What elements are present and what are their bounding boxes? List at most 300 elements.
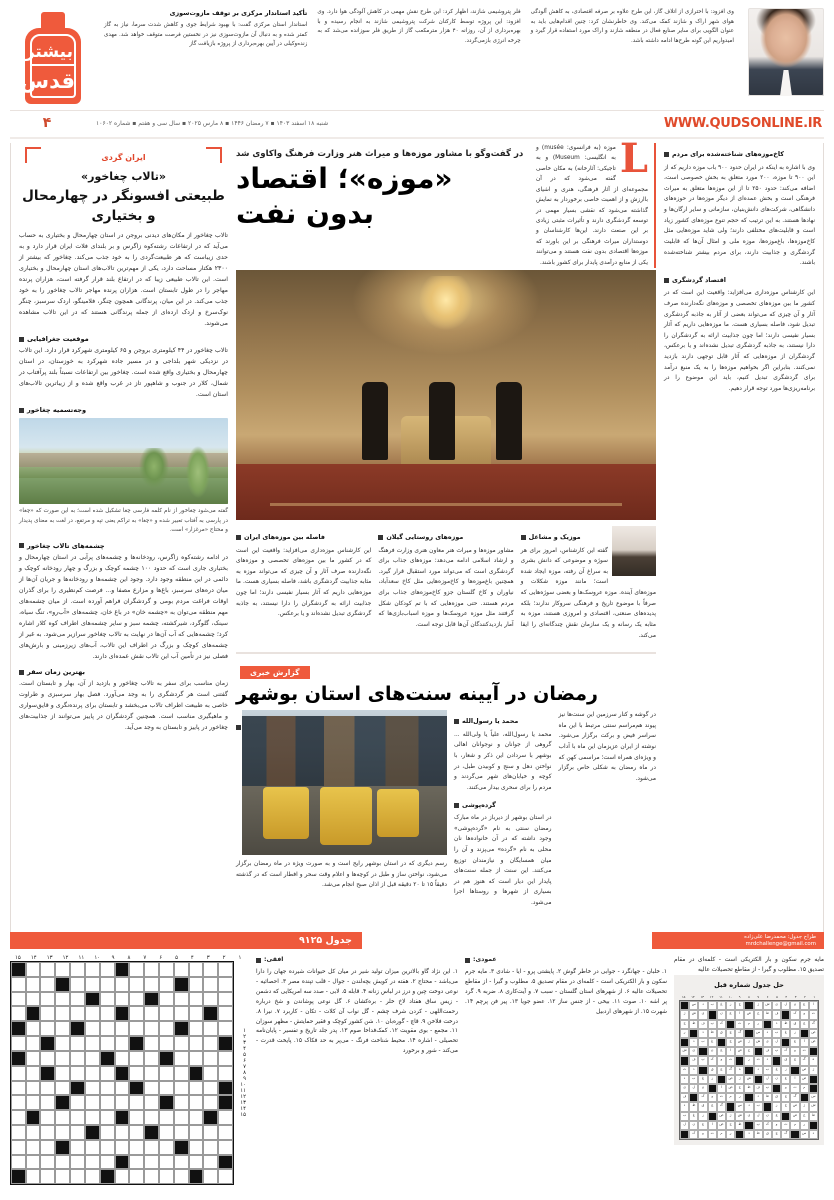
crossword-cell[interactable] bbox=[70, 1036, 85, 1051]
headline-row bbox=[236, 135, 656, 268]
crossword-cell[interactable] bbox=[218, 1155, 233, 1170]
crossword-cell[interactable] bbox=[85, 1006, 100, 1021]
crossword-cell[interactable] bbox=[189, 1140, 204, 1155]
crossword-cell[interactable] bbox=[218, 1169, 233, 1184]
crossword-cell[interactable] bbox=[129, 1155, 144, 1170]
solution-cell bbox=[744, 1093, 753, 1102]
solution-cell: ط bbox=[689, 1020, 698, 1029]
crossword-cell[interactable] bbox=[159, 1006, 174, 1021]
report-body-2: محمد یا رسول‌الله، علیاً یا ولی‌الله ... گروهی از جوانان و نوجوانان اهالی بوشهر با سردادن این ذکر و شعار، با نواختن دهل و سنج و کوبیدن طبل، در کوچه و خیابان‌های شهر می‌گردند و مردم را برای سحری بیدار می‌کنند. bbox=[454, 731, 552, 791]
solution-cell: ک bbox=[717, 1020, 726, 1029]
crossword-cell[interactable] bbox=[26, 1140, 41, 1155]
crossword-cell[interactable] bbox=[115, 1021, 130, 1036]
crossword-cell[interactable] bbox=[189, 1095, 204, 1110]
crossword-cell[interactable] bbox=[203, 962, 218, 977]
crossword-cell[interactable] bbox=[174, 1051, 189, 1066]
solution-col-number: ۱ bbox=[813, 994, 816, 999]
crossword-cell[interactable] bbox=[26, 962, 41, 977]
crossword-cell[interactable] bbox=[115, 1155, 130, 1170]
solution-cell: ع bbox=[790, 1038, 799, 1047]
crossword-cell[interactable] bbox=[55, 1095, 70, 1110]
crossword-cell[interactable] bbox=[55, 1051, 70, 1066]
crossword-cell[interactable] bbox=[129, 1125, 144, 1140]
crossword-cell[interactable] bbox=[70, 1021, 85, 1036]
crossword-cell[interactable] bbox=[85, 1081, 100, 1096]
crossword-cell[interactable] bbox=[40, 1081, 55, 1096]
crossword-cell[interactable] bbox=[159, 977, 174, 992]
solution-cell: ل bbox=[754, 1112, 763, 1121]
crossword-cell[interactable] bbox=[40, 1036, 55, 1051]
crossword-cell[interactable] bbox=[203, 1110, 218, 1125]
crossword-cell[interactable] bbox=[26, 1021, 41, 1036]
solution-cell: ک bbox=[781, 1047, 790, 1056]
crossword-cell[interactable] bbox=[70, 1095, 85, 1110]
crossword-cell[interactable] bbox=[70, 1051, 85, 1066]
solution-cell: ض bbox=[744, 1010, 753, 1019]
solution-cell: ت bbox=[708, 1130, 717, 1139]
guard-figure bbox=[496, 382, 522, 460]
crossword-cell[interactable] bbox=[70, 1006, 85, 1021]
crossword-cell[interactable] bbox=[174, 962, 189, 977]
solution-cell bbox=[781, 1010, 790, 1019]
crossword-cell[interactable] bbox=[218, 1081, 233, 1096]
solution-col-number: ۱۵ bbox=[681, 994, 686, 999]
crossword-cell[interactable] bbox=[129, 977, 144, 992]
crossword-cell[interactable] bbox=[189, 1021, 204, 1036]
crossword-cell[interactable] bbox=[218, 1110, 233, 1125]
crossword-cell[interactable] bbox=[85, 977, 100, 992]
solution-cell: ع bbox=[772, 1112, 781, 1121]
crossword-cell[interactable] bbox=[159, 1036, 174, 1051]
crossword-cell[interactable] bbox=[203, 1021, 218, 1036]
crossword-cell[interactable] bbox=[115, 1066, 130, 1081]
crossword-grid[interactable] bbox=[10, 961, 234, 1185]
crossword-cell[interactable] bbox=[144, 1140, 159, 1155]
crossword-cell[interactable] bbox=[40, 1066, 55, 1081]
crossword-cell[interactable] bbox=[189, 1125, 204, 1140]
crossword-cell[interactable] bbox=[174, 1125, 189, 1140]
crossword-cell[interactable] bbox=[70, 962, 85, 977]
crossword-cell[interactable] bbox=[26, 1066, 41, 1081]
sidebar-heading-springs bbox=[19, 542, 228, 550]
crossword-cell[interactable] bbox=[100, 1125, 115, 1140]
crossword-cell[interactable] bbox=[40, 1169, 55, 1184]
crossword-cell[interactable] bbox=[115, 1140, 130, 1155]
crossword-cell[interactable] bbox=[26, 1155, 41, 1170]
crossword-cell[interactable] bbox=[55, 962, 70, 977]
crossword-cell[interactable] bbox=[174, 1036, 189, 1051]
crossword-cell[interactable] bbox=[85, 1110, 100, 1125]
crossword-cell[interactable] bbox=[203, 992, 218, 1007]
crossword-cell[interactable] bbox=[11, 1155, 26, 1170]
crossword-cell[interactable] bbox=[189, 1006, 204, 1021]
crossword-cell[interactable] bbox=[203, 977, 218, 992]
crossword-cell[interactable] bbox=[11, 1095, 26, 1110]
crossword-cell[interactable] bbox=[218, 1021, 233, 1036]
crossword-cell[interactable] bbox=[70, 992, 85, 1007]
solution-cell: ا bbox=[790, 1075, 799, 1084]
crossword-cell[interactable] bbox=[40, 977, 55, 992]
solution-cell: ح bbox=[754, 1010, 763, 1019]
crossword-cell[interactable] bbox=[26, 1125, 41, 1140]
crossword-cell[interactable] bbox=[55, 1006, 70, 1021]
crossword-cell[interactable] bbox=[129, 1169, 144, 1184]
sidebar-intro bbox=[19, 230, 228, 329]
crossword-cell[interactable] bbox=[203, 1066, 218, 1081]
crossword-cell[interactable] bbox=[26, 1169, 41, 1184]
crossword-cell[interactable] bbox=[159, 1021, 174, 1036]
report-column-1 bbox=[236, 710, 447, 911]
solution-cell bbox=[717, 1038, 726, 1047]
crossword-cell[interactable] bbox=[26, 1095, 41, 1110]
crossword-cell[interactable] bbox=[55, 1140, 70, 1155]
solution-cell: ف bbox=[772, 1010, 781, 1019]
crossword-cell[interactable] bbox=[100, 1169, 115, 1184]
crossword-cell[interactable] bbox=[129, 1006, 144, 1021]
crossword-cell[interactable] bbox=[26, 1036, 41, 1051]
solution-cell bbox=[735, 1130, 744, 1139]
crossword-cell[interactable] bbox=[174, 977, 189, 992]
crossword-cell[interactable] bbox=[26, 1051, 41, 1066]
solution-cell: گ bbox=[809, 1020, 818, 1029]
crossword-cell[interactable] bbox=[159, 992, 174, 1007]
crossword-cell[interactable] bbox=[11, 1140, 26, 1155]
crossword-cell[interactable] bbox=[189, 977, 204, 992]
crossword-cell[interactable] bbox=[144, 1169, 159, 1184]
crossword-cell[interactable] bbox=[144, 1095, 159, 1110]
crossword-cell[interactable] bbox=[218, 1125, 233, 1140]
report-column-3 bbox=[559, 710, 657, 911]
crossword-cell[interactable] bbox=[70, 1155, 85, 1170]
crossword-cell[interactable] bbox=[129, 1021, 144, 1036]
solution-cell: چ bbox=[717, 1066, 726, 1075]
crossword-cell[interactable] bbox=[11, 1110, 26, 1125]
crossword-cell[interactable] bbox=[85, 1125, 100, 1140]
solution-cell: غ bbox=[708, 1038, 717, 1047]
crossword-cell[interactable] bbox=[40, 1051, 55, 1066]
crossword-cell[interactable] bbox=[144, 992, 159, 1007]
crossword-cell[interactable] bbox=[174, 1140, 189, 1155]
crossword-cell[interactable] bbox=[144, 962, 159, 977]
crossword-cell[interactable] bbox=[70, 1066, 85, 1081]
crossword-cell[interactable] bbox=[40, 1140, 55, 1155]
crossword-cell[interactable] bbox=[115, 1125, 130, 1140]
crossword-cell[interactable] bbox=[129, 962, 144, 977]
crossword-cell[interactable] bbox=[26, 1081, 41, 1096]
crossword-cell[interactable] bbox=[100, 1081, 115, 1096]
crossword-cell[interactable] bbox=[70, 977, 85, 992]
crossword-cell[interactable] bbox=[144, 1125, 159, 1140]
solution-cell: ص bbox=[809, 1029, 818, 1038]
crossword-cell[interactable] bbox=[144, 1155, 159, 1170]
crossword-cell[interactable] bbox=[26, 1110, 41, 1125]
crossword-cell[interactable] bbox=[174, 1095, 189, 1110]
crossword-cell[interactable] bbox=[159, 1140, 174, 1155]
crossword-cell[interactable] bbox=[203, 1140, 218, 1155]
col-number: ۱۵ bbox=[15, 955, 21, 961]
website-url[interactable]: WWW.QUDSONLINE.IR bbox=[663, 115, 822, 131]
crossword-cell[interactable] bbox=[203, 1081, 218, 1096]
crossword-cell[interactable] bbox=[218, 1066, 233, 1081]
crossword-cell[interactable] bbox=[115, 992, 130, 1007]
sidebar-title-quote: «تالاب چغاخور» bbox=[81, 170, 166, 183]
crossword-cell[interactable] bbox=[129, 1140, 144, 1155]
crossword-cell[interactable] bbox=[174, 1021, 189, 1036]
crossword-cell[interactable] bbox=[55, 1036, 70, 1051]
crossword-cell[interactable] bbox=[55, 1169, 70, 1184]
crossword-cell[interactable] bbox=[203, 1125, 218, 1140]
col-number: ۱۴ bbox=[30, 955, 37, 961]
top-brief-2 bbox=[317, 8, 520, 96]
crossword-cell[interactable] bbox=[218, 1006, 233, 1021]
sidebar-section-2-body bbox=[19, 552, 228, 662]
crossword-cell[interactable] bbox=[100, 1140, 115, 1155]
crossword-cell[interactable] bbox=[100, 1006, 115, 1021]
sidebar-kicker-box bbox=[19, 143, 228, 166]
crossword-cell[interactable] bbox=[174, 1066, 189, 1081]
crossword-cell[interactable] bbox=[203, 1169, 218, 1184]
crossword-cell[interactable] bbox=[115, 1051, 130, 1066]
crossword-cell[interactable] bbox=[55, 1155, 70, 1170]
solution-cell: ر bbox=[680, 1029, 689, 1038]
crossword-cell[interactable] bbox=[100, 1066, 115, 1081]
crossword-cell[interactable] bbox=[174, 992, 189, 1007]
crossword-cell[interactable] bbox=[174, 1110, 189, 1125]
crossword-cell[interactable] bbox=[203, 1095, 218, 1110]
solution-cell: ض bbox=[717, 1121, 726, 1130]
crossword-cell[interactable] bbox=[40, 1021, 55, 1036]
crossword-cell[interactable] bbox=[100, 1036, 115, 1051]
crossword-cell[interactable] bbox=[129, 1051, 144, 1066]
crossword-cell[interactable] bbox=[85, 1051, 100, 1066]
crossword-cell[interactable] bbox=[189, 1081, 204, 1096]
crossword-cell[interactable] bbox=[11, 1036, 26, 1051]
crossword-cell[interactable] bbox=[129, 1036, 144, 1051]
solution-cell: خ bbox=[726, 1038, 735, 1047]
solution-cell: گ bbox=[800, 1056, 809, 1065]
crossword-cell[interactable] bbox=[159, 962, 174, 977]
crossword-cell[interactable] bbox=[115, 1095, 130, 1110]
crossword-cell[interactable] bbox=[100, 962, 115, 977]
crossword-across-header bbox=[256, 955, 458, 966]
crossword-cell[interactable] bbox=[189, 1066, 204, 1081]
crossword-cell[interactable] bbox=[159, 1051, 174, 1066]
crossword-cell[interactable] bbox=[11, 1169, 26, 1184]
crossword-cell[interactable] bbox=[174, 1006, 189, 1021]
solution-cell: ت bbox=[790, 1084, 799, 1093]
crossword-cell[interactable] bbox=[11, 1125, 26, 1140]
crossword-cell[interactable] bbox=[100, 1051, 115, 1066]
crossword-cell[interactable] bbox=[129, 1110, 144, 1125]
article-heading-2-label: موزه‌های روستایی گیلان bbox=[386, 533, 464, 542]
crossword-cell[interactable] bbox=[55, 1125, 70, 1140]
crossword-cell[interactable] bbox=[70, 1169, 85, 1184]
crossword-cell[interactable] bbox=[100, 1110, 115, 1125]
crossword-cell[interactable] bbox=[144, 1036, 159, 1051]
crossword-cell[interactable] bbox=[11, 1066, 26, 1081]
crossword-cell[interactable] bbox=[85, 992, 100, 1007]
crossword-cell[interactable] bbox=[144, 1081, 159, 1096]
crossword-cell[interactable] bbox=[11, 1006, 26, 1021]
solution-cell: پ bbox=[708, 1020, 717, 1029]
crossword-cell[interactable] bbox=[85, 1036, 100, 1051]
solution-cell: ر bbox=[744, 1056, 753, 1065]
article-kicker: در گفت‌وگو با مشاور موزه‌ها و میراث هنر وزارت فرهنگ واکاوی شد bbox=[236, 149, 524, 159]
crossword-cell[interactable] bbox=[203, 1036, 218, 1051]
crossword-cell[interactable] bbox=[174, 1169, 189, 1184]
crossword-cell[interactable] bbox=[11, 962, 26, 977]
crossword-cell[interactable] bbox=[55, 1021, 70, 1036]
crossword-cell[interactable] bbox=[189, 992, 204, 1007]
crossword-designer-email[interactable]: mrdchallenge@gmail.com bbox=[745, 940, 816, 947]
crossword-cell[interactable] bbox=[70, 1110, 85, 1125]
crossword-cell[interactable] bbox=[55, 992, 70, 1007]
crossword-cell[interactable] bbox=[11, 1081, 26, 1096]
solution-cell: ه bbox=[809, 1056, 818, 1065]
crossword-cell[interactable] bbox=[174, 1081, 189, 1096]
crossword-cell[interactable] bbox=[189, 962, 204, 977]
solution-cell: م bbox=[726, 1093, 735, 1102]
crossword-cell[interactable] bbox=[55, 1081, 70, 1096]
crossword-cell[interactable] bbox=[159, 1081, 174, 1096]
crossword-cell[interactable] bbox=[115, 1081, 130, 1096]
crossword-cell[interactable] bbox=[40, 1155, 55, 1170]
crossword-cell[interactable] bbox=[144, 977, 159, 992]
crossword-cell[interactable] bbox=[40, 1095, 55, 1110]
crossword-cell[interactable] bbox=[218, 977, 233, 992]
crossword-cell[interactable] bbox=[159, 1169, 174, 1184]
crossword-cell[interactable] bbox=[144, 1021, 159, 1036]
crossword-cell[interactable] bbox=[144, 1051, 159, 1066]
solution-cell: ع bbox=[717, 1047, 726, 1056]
crossword-cell[interactable] bbox=[85, 1095, 100, 1110]
crossword-cell[interactable] bbox=[11, 977, 26, 992]
crossword-cell[interactable] bbox=[189, 1169, 204, 1184]
crossword-cell[interactable] bbox=[218, 962, 233, 977]
crossword-cell[interactable] bbox=[218, 1036, 233, 1051]
solution-cell: ل bbox=[772, 1038, 781, 1047]
crossword-cell[interactable] bbox=[55, 977, 70, 992]
solution-cell bbox=[800, 1029, 809, 1038]
crossword-cell[interactable] bbox=[11, 1051, 26, 1066]
crossword-cell[interactable] bbox=[26, 1006, 41, 1021]
crossword-cell[interactable] bbox=[26, 992, 41, 1007]
crossword-cell[interactable] bbox=[11, 992, 26, 1007]
crossword-cell[interactable] bbox=[85, 1155, 100, 1170]
crossword-cell[interactable] bbox=[203, 1051, 218, 1066]
article-body-1: این کارشناس موزه‌داری می‌افزاید: واقعیت این است که در کشور ما بین موزه‌های تخصصی و موزه‌های نگه‌دارنده صرف آثار و آن چیزی که می‌تواند موزه به مثابه جذابیت گردشگری باشد، فاصله بسیاری هست. ما موزه‌هایی داریم که آثار بسیار نفیسی دارند؛ اما چون جذابیت ارائه به گردشگران را دارا نیستند، به جاذبه گردشگری تبدیل نشده‌اند و یا برعکس. bbox=[236, 547, 372, 618]
crossword-cell[interactable] bbox=[85, 962, 100, 977]
crossword-cell[interactable] bbox=[85, 1066, 100, 1081]
crossword-cell[interactable] bbox=[85, 1169, 100, 1184]
solution-cell: ا bbox=[708, 1121, 717, 1130]
crossword-cell[interactable] bbox=[189, 1036, 204, 1051]
crossword-cell[interactable] bbox=[189, 1155, 204, 1170]
solution-cell: و bbox=[717, 1056, 726, 1065]
crossword-cell[interactable] bbox=[159, 1095, 174, 1110]
solution-cell bbox=[689, 1093, 698, 1102]
crossword-cell[interactable] bbox=[144, 1066, 159, 1081]
report-lead: در گوشه و کنار سرزمین این سنت‌ها نیز پیوند هم‌مراسم سنتی مرتبط با این ماه سراسر فیض و برکت برگزار می‌شود. نوشته از ایران عزیزمان این ماه با آداب و ویژه‌ای همراه است؛ مراسمی کهن که در ماه رمضان به شکلی خاص برگزار می‌شود. bbox=[558, 712, 656, 782]
solution-cell: ی bbox=[689, 1047, 698, 1056]
crossword-cell[interactable] bbox=[55, 1066, 70, 1081]
crossword-cell[interactable] bbox=[218, 1051, 233, 1066]
crossword-cell[interactable] bbox=[115, 1169, 130, 1184]
crossword-cell[interactable] bbox=[144, 1110, 159, 1125]
guard-figure bbox=[429, 382, 455, 460]
crossword-cell[interactable] bbox=[203, 1155, 218, 1170]
photo-crowd bbox=[242, 716, 447, 786]
crossword-cell[interactable] bbox=[218, 1095, 233, 1110]
crossword-cell[interactable] bbox=[100, 977, 115, 992]
crossword-cell[interactable] bbox=[85, 1021, 100, 1036]
solution-cell bbox=[726, 1020, 735, 1029]
crossword-cell[interactable] bbox=[40, 1125, 55, 1140]
solution-cell bbox=[772, 1084, 781, 1093]
main-area bbox=[0, 135, 834, 939]
solution-cell: ا bbox=[735, 1010, 744, 1019]
crossword-cell[interactable] bbox=[129, 992, 144, 1007]
crossword-cell[interactable] bbox=[100, 992, 115, 1007]
solution-cell: ر bbox=[754, 1020, 763, 1029]
crossword-cell[interactable] bbox=[70, 1125, 85, 1140]
crossword-cell[interactable] bbox=[100, 1095, 115, 1110]
crossword-cell[interactable] bbox=[129, 1081, 144, 1096]
crossword-cell[interactable] bbox=[129, 1066, 144, 1081]
crossword-cell[interactable] bbox=[40, 1006, 55, 1021]
crossword-cell[interactable] bbox=[174, 1155, 189, 1170]
crossword-cell[interactable] bbox=[159, 1125, 174, 1140]
crossword-cell[interactable] bbox=[115, 977, 130, 992]
crossword-cell[interactable] bbox=[70, 1081, 85, 1096]
solution-cell: ب bbox=[754, 1102, 763, 1111]
crossword-cell[interactable] bbox=[40, 992, 55, 1007]
solution-cell: ب bbox=[708, 1001, 717, 1010]
crossword-cell[interactable] bbox=[115, 1036, 130, 1051]
crossword-cell[interactable] bbox=[159, 1110, 174, 1125]
crossword-cell[interactable] bbox=[26, 977, 41, 992]
crossword-cell[interactable] bbox=[144, 1006, 159, 1021]
crossword-cell[interactable] bbox=[189, 1110, 204, 1125]
crossword-cell[interactable] bbox=[115, 962, 130, 977]
crossword-cell[interactable] bbox=[115, 1006, 130, 1021]
crossword-cell[interactable] bbox=[85, 1140, 100, 1155]
solution-cell: گ bbox=[790, 1093, 799, 1102]
crossword-cell[interactable] bbox=[218, 1140, 233, 1155]
crossword-cell[interactable] bbox=[100, 1155, 115, 1170]
crossword-cell[interactable] bbox=[100, 1021, 115, 1036]
solution-cell: ل bbox=[689, 1084, 698, 1093]
crossword-cell[interactable] bbox=[115, 1110, 130, 1125]
crossword-cell[interactable] bbox=[40, 962, 55, 977]
crossword-cell[interactable] bbox=[129, 1095, 144, 1110]
article-heading-2 bbox=[378, 532, 513, 544]
crossword-cell[interactable] bbox=[159, 1066, 174, 1081]
crossword-solution-title: حل جدول شماره قبل bbox=[714, 981, 784, 990]
crossword-cell[interactable] bbox=[218, 992, 233, 1007]
crossword-cell[interactable] bbox=[11, 1021, 26, 1036]
crossword-cell[interactable] bbox=[55, 1110, 70, 1125]
sidebar-section-2-text: در ادامه رشته‌کوه زاگرس، رودخانه‌ها و چشمه‌های پرآبی در استان چهارمحال و بختیاری جاری است که حدود ۱۰۰ چشمه کوچک و بزرگ و چهار رودخانه کوچک و دائمی در این منطقه وجود دارد. وجود این چشمه‌ها و رودخانه‌ها و جریان آن‌ها از میان دره‌های سرسبز، باغ‌ها و مزارع مصفا و... فرصت کم‌نظیری را برای گذران اوقات فراغت مردم بومی و گردشگران فراهم آورده است. از میان چشمه‌های مهم منطقه می‌توان به «چشمه خان» در باغ خان، چشمه‌های «آب‌رو»، تنگ سیاه، سینک، گلوگرد، شیرکشته، چشمه سبز و سایر چشمه‌های اطراف کوه کلار اشاره کرد؛ چشمه‌هایی که آب آن‌ها در نهایت به تالاب چغاخور سرازیر می‌شود. به غیر از چشمه‌های کوچک و بزرگ در اطراف این تالاب، آب‌های زیرزمینی و بارش‌های فصلی نیز در تأمین آب این تالاب نقش عمده‌ای دارند. bbox=[19, 553, 228, 661]
solution-cell bbox=[744, 1066, 753, 1075]
solution-cell: غ bbox=[689, 1112, 698, 1121]
crossword-cell[interactable] bbox=[189, 1051, 204, 1066]
crossword-cell[interactable] bbox=[203, 1006, 218, 1021]
crossword-cell[interactable] bbox=[159, 1155, 174, 1170]
crossword-cell[interactable] bbox=[70, 1140, 85, 1155]
crossword-cell[interactable] bbox=[40, 1110, 55, 1125]
solution-cell: م bbox=[790, 1121, 799, 1130]
